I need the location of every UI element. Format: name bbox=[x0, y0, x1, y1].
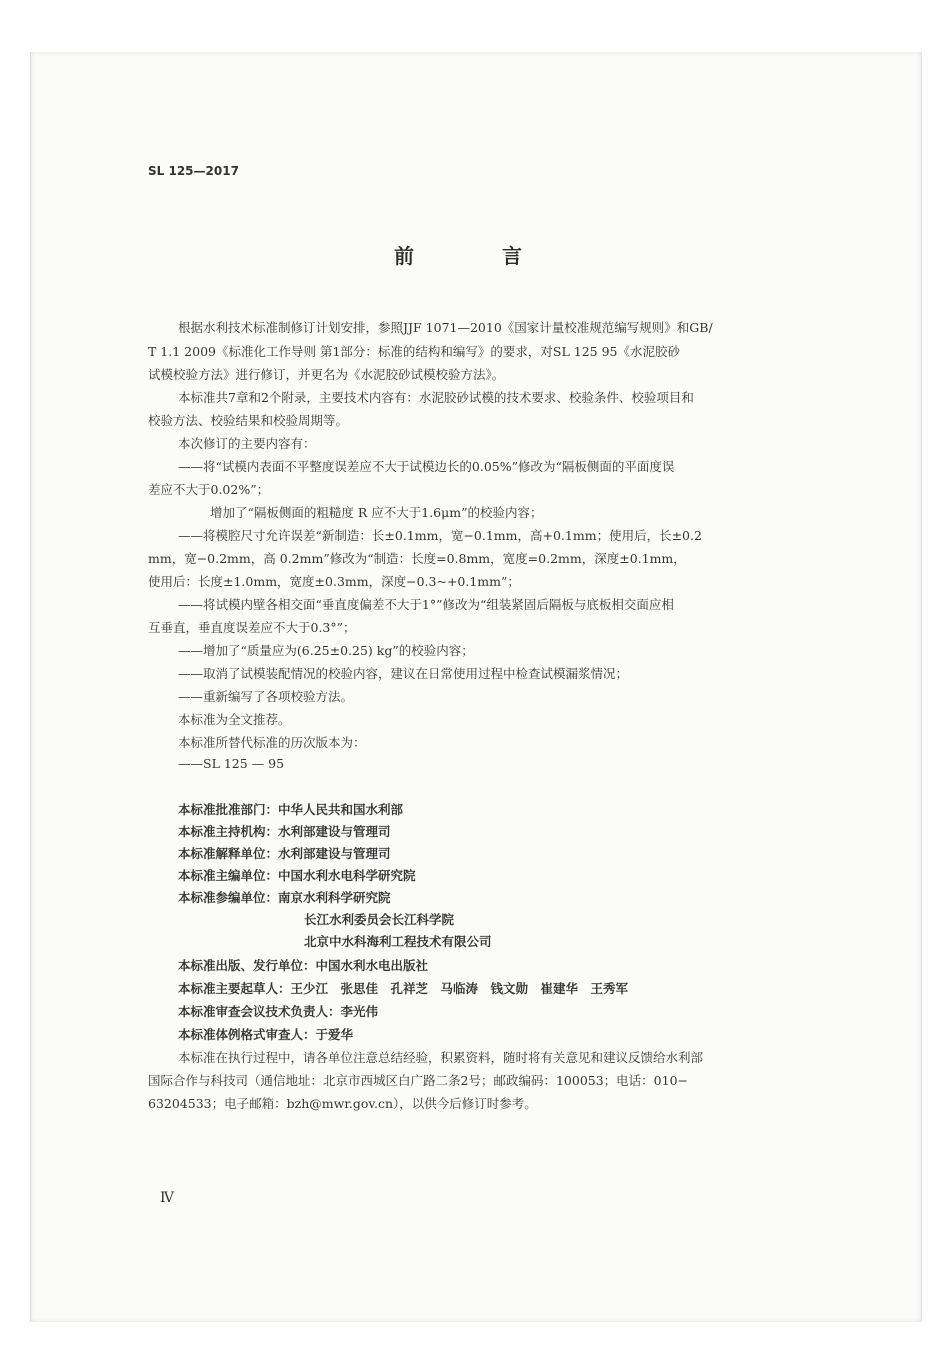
body-line: 本次修订的主要内容有： bbox=[178, 436, 316, 451]
page-title: 前 言 bbox=[394, 244, 556, 268]
body-line: ——SL 125 — 95 bbox=[178, 756, 285, 771]
org-line: 本标准参编单位：南京水利科学研究院 bbox=[178, 890, 391, 905]
org-line: 本标准主编单位：中国水利水电科学研究院 bbox=[178, 868, 416, 883]
standard-code: SL 125—2017 bbox=[148, 164, 239, 178]
org-line: 本标准体例格式审查人：于爱华 bbox=[178, 1027, 354, 1042]
closing-line: 63204533；电子邮箱：bzh@mwr.gov.cn），以供今后修订时参考。 bbox=[148, 1096, 537, 1111]
body-line: 根据水利技术标准制修订计划安排，参照JJF 1071—2010《国家计量校准规范编写规则》和GB/ bbox=[178, 320, 713, 335]
body-line: 增加了“隔板侧面的粗糙度 R 应不大于1.6μm”的校验内容； bbox=[210, 505, 543, 520]
org-line: 本标准审查会议技术负责人：李光伟 bbox=[178, 1004, 379, 1019]
body-line: 校验方法、校验结果和校验周期等。 bbox=[148, 413, 349, 428]
closing-line: 国际合作与科技司（通信地址：北京市西城区白广路二条2号；邮政编码：100053；电话：010− bbox=[148, 1073, 689, 1088]
body-line: 本标准共7章和2个附录，主要技术内容有：水泥胶砂试模的技术要求、校验条件、校验项目和 bbox=[178, 390, 694, 405]
body-line: 本标准为全文推荐。 bbox=[178, 712, 291, 727]
body-line: ——取消了试模装配情况的校验内容，建议在日常使用过程中检查试模漏浆情况； bbox=[178, 666, 629, 681]
body-line: ——将试模内壁各相交面“垂直度偏差不大于1°”修改为“组装紧固后隔板与底板相交面应相 bbox=[178, 597, 674, 612]
page-number: Ⅳ bbox=[160, 1190, 174, 1206]
closing-line: 本标准在执行过程中，请各单位注意总结经验，积累资料，随时将有关意见和建议反馈给水利部 bbox=[178, 1050, 704, 1065]
body-line: 互垂直，垂直度误差应不大于0.3°”； bbox=[148, 620, 356, 635]
body-line: mm，宽−0.2mm，高 0.2mm”修改为“制造：长度=0.8mm，宽度=0.2mm，深度±0.1mm， bbox=[148, 551, 686, 566]
body-line: ——重新编写了各项校验方法。 bbox=[178, 689, 354, 704]
body-line: 试模校验方法》进行修订，并更名为《水泥胶砂试模校验方法》。 bbox=[148, 367, 505, 382]
body-line: ——增加了“质量应为(6.25±0.25) kg”的校验内容； bbox=[178, 643, 474, 658]
org-line: 本标准出版、发行单位：中国水利水电出版社 bbox=[178, 958, 429, 973]
body-line: 差应不大于0.02%”； bbox=[148, 482, 270, 497]
org-line: 北京中水科海利工程技术有限公司 bbox=[304, 934, 492, 949]
body-line: T 1.1 2009《标准化工作导则 第1部分：标准的结构和编写》的要求，对SL 125 95《水泥胶砂 bbox=[148, 344, 680, 359]
body-line: ——将模腔尺寸允许误差“新制造：长±0.1mm，宽−0.1mm，高+0.1mm；使用后，长±0.2 bbox=[178, 528, 702, 543]
body-line: 本标准所替代标准的历次版本为： bbox=[178, 735, 366, 750]
body-line: ——将“试模内表面不平整度误差应不大于试模边长的0.05%”修改为“隔板侧面的平面度误 bbox=[178, 459, 675, 474]
org-line: 本标准批准部门：中华人民共和国水利部 bbox=[178, 802, 404, 817]
body-line: 使用后：长度±1.0mm，宽度±0.3mm，深度−0.3~+0.1mm”； bbox=[148, 574, 520, 589]
org-line: 本标准解释单位：水利部建设与管理司 bbox=[178, 846, 391, 861]
org-line: 长江水利委员会长江科学院 bbox=[304, 912, 455, 927]
org-line: 本标准主要起草人：王少江 张思佳 孔祥芝 马临涛 钱文勋 崔建华 王秀军 bbox=[178, 981, 629, 996]
org-line: 本标准主持机构：水利部建设与管理司 bbox=[178, 824, 391, 839]
